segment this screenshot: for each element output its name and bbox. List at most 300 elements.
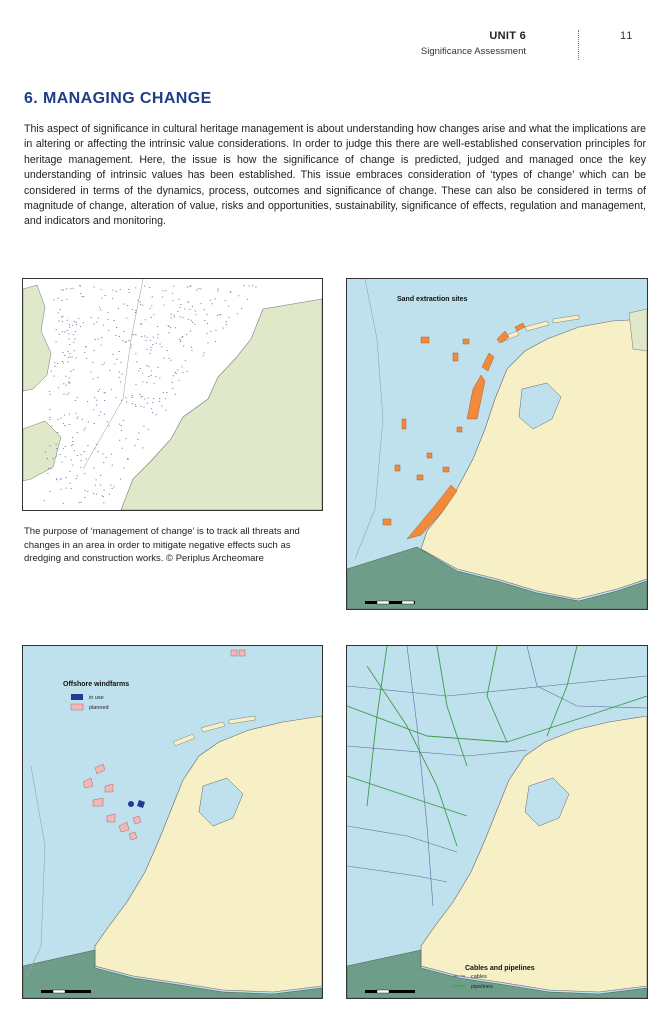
wreck-point [162,297,163,298]
wreck-point [73,369,74,370]
wreck-point [80,467,81,468]
wreck-point [151,370,152,371]
wreck-point [152,402,153,403]
wreck-point [93,493,94,494]
wreck-point [146,349,147,350]
wreck-point [72,437,73,438]
wreck-point [151,317,152,318]
wreck-point [171,360,172,361]
wreck-point [97,451,98,452]
wreck-point [67,394,68,395]
wreck-point [185,360,186,361]
wreck-point [103,462,104,463]
wreck-point [159,398,160,399]
wreck-point [62,321,63,322]
wreck-point [119,351,120,352]
wreck-point [144,336,145,337]
wreck-point [69,414,70,415]
offshore-windfarms-map-graphic [23,646,322,998]
wreck-point [219,315,220,316]
wreck-point [188,301,189,302]
wreck-point [171,318,172,319]
wreck-point [163,392,164,393]
wreck-point [146,382,147,383]
wreck-point [57,432,58,433]
wreck-point [180,341,181,342]
wreck-point [99,389,100,390]
wreck-point [140,304,141,305]
wreck-point [104,400,105,401]
wreck-point [168,326,169,327]
wreck-point [135,404,136,405]
wreck-point [80,286,81,287]
wreck-point [96,405,97,406]
wreck-point [249,286,250,287]
in-use-windfarms [128,800,145,808]
wreck-point [207,314,208,315]
wreck-point [68,339,69,340]
wreck-point [116,359,117,360]
wreck-point [94,287,95,288]
wreck-point [102,364,103,365]
wreck-point [72,325,73,326]
wreck-point [68,334,69,335]
wreck-point [100,485,101,486]
wreck-point [74,450,75,451]
wreck-point [142,448,143,449]
wreck-point [80,460,81,461]
wreck-point [152,412,153,413]
wreck-point [73,334,74,335]
wreck-point [237,313,238,314]
wreck-point [161,406,162,407]
wreck-point [66,289,67,290]
wreck-point [71,460,72,461]
wreck-point [127,305,128,306]
wreck-point [68,357,69,358]
wreck-point [76,324,77,325]
wreck-point [172,388,173,389]
wreck-point [84,352,85,353]
wreck-point [50,468,51,469]
wreck-point [220,314,221,315]
wreck-point [63,363,64,364]
wreck-point [174,317,175,318]
wreck-sites-map [22,278,323,511]
wreck-point [56,456,57,457]
wreck-point [121,425,122,426]
wreck-point [153,314,154,315]
wreck-point [83,296,84,297]
sand-extraction-map [346,278,648,610]
wreck-point [119,424,120,425]
wreck-point [56,448,57,449]
wreck-point [115,335,116,336]
wreck-point [100,309,101,310]
wreck-point [51,371,52,372]
wreck-point [135,288,136,289]
wreck-point [94,423,95,424]
wreck-point [67,330,68,331]
wreck-point [189,286,190,287]
wreck-point [179,339,180,340]
wreck-point [127,459,128,460]
wreck-point [135,312,136,313]
wreck-point [119,372,120,373]
wreck-point [230,292,231,293]
wreck-point [56,479,57,480]
wreck-point [60,479,61,480]
wreck-point [119,336,120,337]
wreck-point [86,459,87,460]
wreck-point [137,439,138,440]
wreck-point [66,299,67,300]
wreck-point [196,290,197,291]
wreck-point [63,290,64,291]
wreck-point [172,293,173,294]
wreck-point [148,398,149,399]
wreck-point [156,343,157,344]
wreck-point [53,299,54,300]
wreck-point [61,489,62,490]
wreck-point [56,342,57,343]
wreck-point [218,289,219,290]
wreck-point [138,433,139,434]
wreck-point [110,485,111,486]
wreck-point [215,341,216,342]
wreck-point [178,380,179,381]
wreck-point [58,313,59,314]
wreck-point [177,370,178,371]
wreck-point [200,303,201,304]
wreck-point [58,387,59,388]
wreck-point [165,398,166,399]
wreck-point [151,350,152,351]
wreck-point [141,336,142,337]
wreck-point [238,295,239,296]
wreck-point [47,458,48,459]
wreck-point [154,383,155,384]
wreck-point [118,308,119,309]
wreck-point [62,316,63,317]
wreck-point [191,350,192,351]
wreck-point [112,290,113,291]
wreck-point [173,375,174,376]
wreck-point [131,347,132,348]
wreck-point [60,418,61,419]
wreck-point [77,432,78,433]
wreck-point [95,485,96,486]
wreck-point [59,321,60,322]
wreck-point [49,391,50,392]
wreck-point [223,328,224,329]
wreck-point [116,327,117,328]
wreck-point [80,326,81,327]
wreck-point [78,502,79,503]
wreck-point [107,421,108,422]
wreck-point [135,353,136,354]
wreck-point [158,334,159,335]
wreck-point [113,487,114,488]
wreck-point [84,451,85,452]
wreck-point [96,400,97,401]
wreck-point [159,344,160,345]
wreck-point [58,298,59,299]
wreck-point [85,428,86,429]
wreck-point [140,302,141,303]
wreck-point [163,358,164,359]
wreck-point [98,391,99,392]
wreck-point [84,430,85,431]
wreck-point [143,407,144,408]
wreck-point [74,350,75,351]
wreck-point [153,398,154,399]
wreck-point [61,290,62,291]
wreck-point [62,361,63,362]
wreck-point [127,458,128,459]
wreck-point [150,347,151,348]
wreck-point [103,454,104,455]
wreck-point [49,446,50,447]
wreck-point [173,300,174,301]
wreck-point [69,324,70,325]
wreck-point [207,323,208,324]
wreck-point [77,417,78,418]
wreck-point [72,441,73,442]
wreck-point [54,366,55,367]
wreck-point [71,445,72,446]
wreck-point [255,287,256,288]
wreck-point [139,394,140,395]
wreck-point [122,448,123,449]
wreck-point [135,384,136,385]
wreck-point [244,285,245,286]
wreck-point [134,335,135,336]
wreck-point [135,406,136,407]
wreck-point [62,331,63,332]
wreck-point [77,397,78,398]
wreck-point [147,365,148,366]
wreck-point [104,363,105,364]
wreck-point [132,395,133,396]
figure-caption: The purpose of ‘management of change’ is to track all threats and changes in an area in order to mitigate negative effects such as dredging and construction works. © Periplus Archeomare [24,526,300,564]
wreck-point [152,344,153,345]
wreck-point [147,403,148,404]
wreck-point [92,362,93,363]
wreck-point [140,368,141,369]
wreck-point [172,382,173,383]
wreck-point [247,299,248,300]
wreck-point [140,324,141,325]
wreck-point [111,389,112,390]
wreck-point [54,376,55,377]
wreck-point [132,403,133,404]
wreck-point [104,414,105,415]
wreck-point [170,327,171,328]
wreck-point [83,323,84,324]
wreck-point [69,344,70,345]
wreck-point [171,314,172,315]
wreck-point [82,296,83,297]
wreck-point [138,370,139,371]
wreck-point [141,396,142,397]
wreck-point [84,473,85,474]
wreck-point [136,362,137,363]
wreck-point [131,397,132,398]
wreck-point [226,324,227,325]
wreck-point [96,494,97,495]
wreck-point [229,317,230,318]
wreck-point [112,488,113,489]
wreck-point [159,378,160,379]
wreck-point [149,287,150,288]
wreck-point [141,406,142,407]
wreck-point [176,373,177,374]
wreck-point [65,376,66,377]
wreck-point [168,358,169,359]
wreck-point [100,412,101,413]
wreck-point [75,357,76,358]
wreck-point [156,414,157,415]
wreck-point [217,290,218,291]
wreck-point [101,298,102,299]
wreck-point [173,286,174,287]
wreck-point [64,415,65,416]
wreck-point [77,455,78,456]
wreck-point [217,315,218,316]
wreck-point [141,323,142,324]
wreck-point [126,402,127,403]
wreck-point [98,318,99,319]
wreck-point [107,319,108,320]
wreck-point [50,417,51,418]
wreck-point [225,300,226,301]
offshore-windfarms-map [22,645,323,999]
wreck-point [183,346,184,347]
wreck-point [116,291,117,292]
wreck-point [50,491,51,492]
wreck-point [132,334,133,335]
wreck-point [195,314,196,315]
wreck-point [103,503,104,504]
wreck-point [192,322,193,323]
wreck-point [128,289,129,290]
wreck-point [128,340,129,341]
sand-map-title: Sand extraction sites [397,296,468,303]
wreck-point [182,336,183,337]
page-number: 11 [620,30,634,42]
wreck-point [175,394,176,395]
wreck-point [53,458,54,459]
wreck-point [103,496,104,497]
wreck-point [57,363,58,364]
wreck-point [206,333,207,334]
wreck-point [135,445,136,446]
wreck-point [56,479,57,480]
wreck-point [58,419,59,420]
wreck-point [114,320,115,321]
wreck-point [56,444,57,445]
wreck-point [51,426,52,427]
wreck-point [81,502,82,503]
wreck-point [148,429,149,430]
wreck-point [124,331,125,332]
wreck-point [142,382,143,383]
wreck-point [76,322,77,323]
intro-paragraph: This aspect of significance in cultural heritage management is about understanding how changes arise and what the implications are in altering or affecting the intrinsic value considerations. In order to judge this there are well-established conservation principles for heritage management. Here, the issue is how the significance of change is predicted, judged and managed once the key understanding of intrinsic values has been established. This issue embraces consideration of ‘types of change’ which can be considered in terms of the dynamics, process, outcomes and significance of change. These can also be considered in terms of magnitude of change, alteration of value, risks and opportunities, sustainability, significance of effects, regulation and management, and indicators and monitoring. [24,123,646,228]
wreck-point [210,300,211,301]
wreck-point [69,353,70,354]
wreck-point [157,338,158,339]
wreck-point [182,372,183,373]
wreck-point [126,318,127,319]
wreck-point [191,320,192,321]
wreck-point [210,331,211,332]
wreck-point [59,454,60,455]
header-divider [578,30,579,60]
wreck-point [93,324,94,325]
wreck-point [228,306,229,307]
wreck-point [165,290,166,291]
wreck-point [207,342,208,343]
wreck-point [69,378,70,379]
wreck-point [73,342,74,343]
wreck-point [186,334,187,335]
wreck-point [175,372,176,373]
cables-map-title: Cables and pipelines [465,965,535,972]
wreck-point [64,425,65,426]
wreck-point [70,288,71,289]
wreck-point [56,329,57,330]
wreck-point [180,304,181,305]
wreck-point [61,462,62,463]
wreck-point [99,307,100,308]
wreck-point [66,488,67,489]
wreck-point [73,444,74,445]
wreck-point [226,321,227,322]
wreck-point [99,415,100,416]
wreck-point [65,446,66,447]
wreck-point [63,383,64,384]
wreck-point [104,490,105,491]
wreck-point [148,376,149,377]
wreck-point [121,430,122,431]
wreck-point [177,311,178,312]
sand-extraction-map-graphic [347,279,647,609]
legend-cables-label: cables [471,974,487,980]
legend-in-use-swatch [71,694,83,700]
wreck-point [65,477,66,478]
wreck-point [164,305,165,306]
wreck-point [123,304,124,305]
wreck-point [87,491,88,492]
wreck-point [82,419,83,420]
wreck-point [155,376,156,377]
wreck-point [195,311,196,312]
wreck-point [108,426,109,427]
wreck-point [125,438,126,439]
wreck-sites-map-graphic [23,279,322,510]
unit-subtitle: Significance Assessment [420,46,526,57]
wreck-point [252,285,253,286]
wreck-point [91,317,92,318]
wreck-point [151,408,152,409]
wreck-point [75,413,76,414]
wreck-point [97,377,98,378]
wreck-point [44,500,45,501]
wreck-point [105,295,106,296]
wreck-point [149,353,150,354]
